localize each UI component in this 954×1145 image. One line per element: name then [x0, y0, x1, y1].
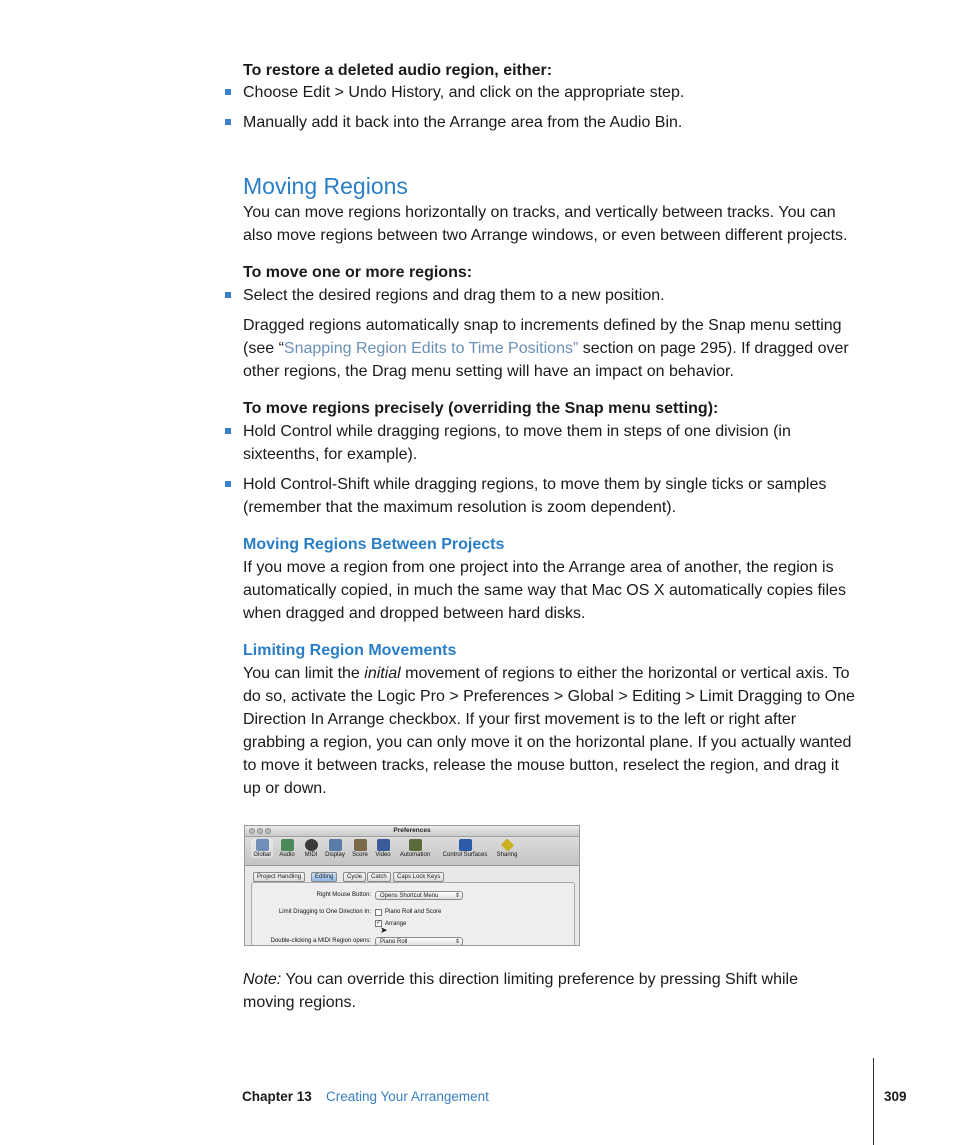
tab-catch[interactable]: Catch [367, 872, 391, 882]
toolbar-label: Audio [279, 852, 295, 858]
moving-intro-line-1: You can move regions horizontally on tracks, and vertically between tracks. You can [243, 204, 836, 221]
toolbar-item-score[interactable] [350, 839, 370, 858]
display-icon [329, 839, 342, 851]
note-line-1 [243, 968, 798, 991]
limiting-line-5: to move it between tracks, release the mouse button, reselect the region, and drag it [243, 757, 839, 774]
window-title: Preferences [393, 827, 431, 834]
limiting-line-1-pre: You can limit the [243, 665, 365, 682]
toolbar-item-video[interactable] [373, 839, 393, 858]
precise-heading: To move regions precisely (overriding the Snap menu setting): [243, 400, 719, 417]
double-click-value: Piano Roll [380, 939, 408, 945]
drag-line-2-post: section on page 295). If dragged over [578, 340, 849, 357]
double-click-label: Double-clicking a MIDI Region opens: [270, 938, 371, 944]
restore-bullet-2: Manually add it back into the Arrange area from the Audio Bin. [243, 114, 683, 131]
precise-bullet-1-line-2: sixteenths, for example). [243, 446, 418, 463]
mouse-cursor-icon: ➤ [380, 925, 388, 935]
toolbar-item-automation[interactable] [397, 839, 433, 858]
toolbar-label: Score [352, 852, 368, 858]
between-line-1: If you move a region from one project into the Arrange area of another, the region is [243, 559, 834, 576]
note-line-2: moving regions. [243, 994, 356, 1011]
drag-line-1: Dragged regions automatically snap to increments defined by the Snap menu setting [243, 317, 842, 334]
global-icon [256, 839, 269, 851]
right-mouse-value: Opens Shortcut Menu [380, 893, 439, 899]
snapping-link[interactable]: Snapping Region Edits to Time Positions” [283, 340, 579, 357]
drag-line-2-pre: (see “ [243, 340, 284, 357]
footer-chapter: Chapter 13 [242, 1089, 312, 1104]
limiting-line-1 [243, 662, 850, 685]
footer-chapter-title: Creating Your Arrangement [326, 1089, 489, 1104]
between-line-3: when dragged and dropped between hard disks. [243, 605, 586, 622]
popup-arrows-icon: ⇕ [454, 893, 460, 899]
tab-project-handling[interactable]: Project Handling [253, 872, 305, 882]
toolbar-label: Control Surfaces [442, 852, 488, 858]
tab-editing[interactable]: Editing [311, 872, 337, 882]
toolbar-item-control-surfaces[interactable] [439, 839, 491, 858]
footer-divider [873, 1058, 874, 1145]
toolbar-label: Global [253, 852, 271, 858]
midi-icon [305, 839, 318, 851]
toolbar-item-midi[interactable] [301, 839, 321, 858]
restore-heading: To restore a deleted audio region, either: [243, 62, 553, 79]
precise-bullet-1-line-1: Hold Control while dragging regions, to move them in steps of one division (in [243, 423, 791, 440]
precise-bullet-2-line-1: Hold Control-Shift while dragging regions, to move them by single ticks or samples [243, 476, 827, 493]
tab-caps-lock-keys[interactable]: Caps Lock Keys [393, 872, 444, 882]
moving-intro-line-2: also move regions between two Arrange windows, or even between different projects. [243, 227, 848, 244]
toolbar-item-audio[interactable] [277, 839, 297, 858]
double-click-popup[interactable] [375, 937, 463, 946]
page-number: 309 [884, 1089, 907, 1104]
right-mouse-label: Right Mouse Button: [316, 892, 371, 898]
note-text: You can override this direction limiting preference by pressing Shift while [281, 971, 798, 988]
popup-arrows-icon: ⇕ [454, 939, 460, 945]
window-titlebar [245, 826, 579, 837]
limiting-line-6: up or down. [243, 780, 327, 797]
section-title-moving-regions: Moving Regions [243, 173, 408, 199]
subsection-title-between-projects: Moving Regions Between Projects [243, 536, 505, 553]
bullet-marker [225, 481, 231, 487]
score-icon [354, 839, 367, 851]
right-mouse-popup[interactable] [375, 891, 463, 900]
bullet-marker [225, 119, 231, 125]
toolbar-label: Sharing [496, 852, 518, 858]
limiting-line-1-post: movement of regions to either the horizontal or vertical axis. To [400, 665, 850, 682]
automation-icon [409, 839, 422, 851]
toolbar-label: Automation [399, 852, 431, 858]
limiting-initial-em: initial [364, 665, 401, 682]
subsection-title-limiting: Limiting Region Movements [243, 642, 457, 659]
bullet-marker [225, 428, 231, 434]
sharing-icon [500, 838, 513, 851]
audio-icon [281, 839, 294, 851]
limit-dragging-label: Limit Dragging to One Direction In: [278, 909, 371, 915]
arrange-label: Arrange [385, 921, 407, 927]
restore-bullet-1: Choose Edit > Undo History, and click on the appropriate step. [243, 84, 685, 101]
limiting-line-4: grabbing a region, you can only move it on the horizontal plane. If you actually wanted [243, 734, 852, 751]
toolbar-label: MIDI [304, 852, 318, 858]
piano-roll-label: Piano Roll and Score [385, 909, 442, 915]
drag-line-2 [243, 337, 849, 360]
control-surfaces-icon [459, 839, 472, 851]
note-label: Note: [243, 971, 282, 988]
arrange-checkbox[interactable]: ✓ [376, 920, 382, 926]
video-icon [377, 839, 390, 851]
precise-bullet-2-line-2: (remember that the maximum resolution is zoom dependent). [243, 499, 677, 516]
piano-roll-checkbox[interactable] [375, 909, 382, 916]
drag-line-3: other regions, the Drag menu setting will have an impact on behavior. [243, 363, 734, 380]
bullet-marker [225, 89, 231, 95]
limiting-line-2: do so, activate the Logic Pro > Preferences > Global > Editing > Limit Dragging to One [243, 688, 855, 705]
move-bullet: Select the desired regions and drag them to a new position. [243, 287, 665, 304]
toolbar-item-sharing[interactable] [495, 839, 519, 858]
limiting-line-3: Direction In Arrange checkbox. If your first movement is to the left or right after [243, 711, 797, 728]
preferences-toolbar [245, 837, 579, 866]
toolbar-label: Display [325, 852, 345, 858]
move-heading: To move one or more regions: [243, 264, 473, 281]
toolbar-item-global[interactable] [251, 839, 273, 858]
preferences-screenshot [244, 825, 580, 946]
between-line-2: automatically copied, in much the same way that Mac OS X automatically copies files [243, 582, 846, 599]
toolbar-label: Video [375, 852, 391, 858]
bullet-marker [225, 292, 231, 298]
tab-cycle[interactable]: Cycle [343, 872, 366, 882]
toolbar-item-display[interactable] [323, 839, 347, 858]
